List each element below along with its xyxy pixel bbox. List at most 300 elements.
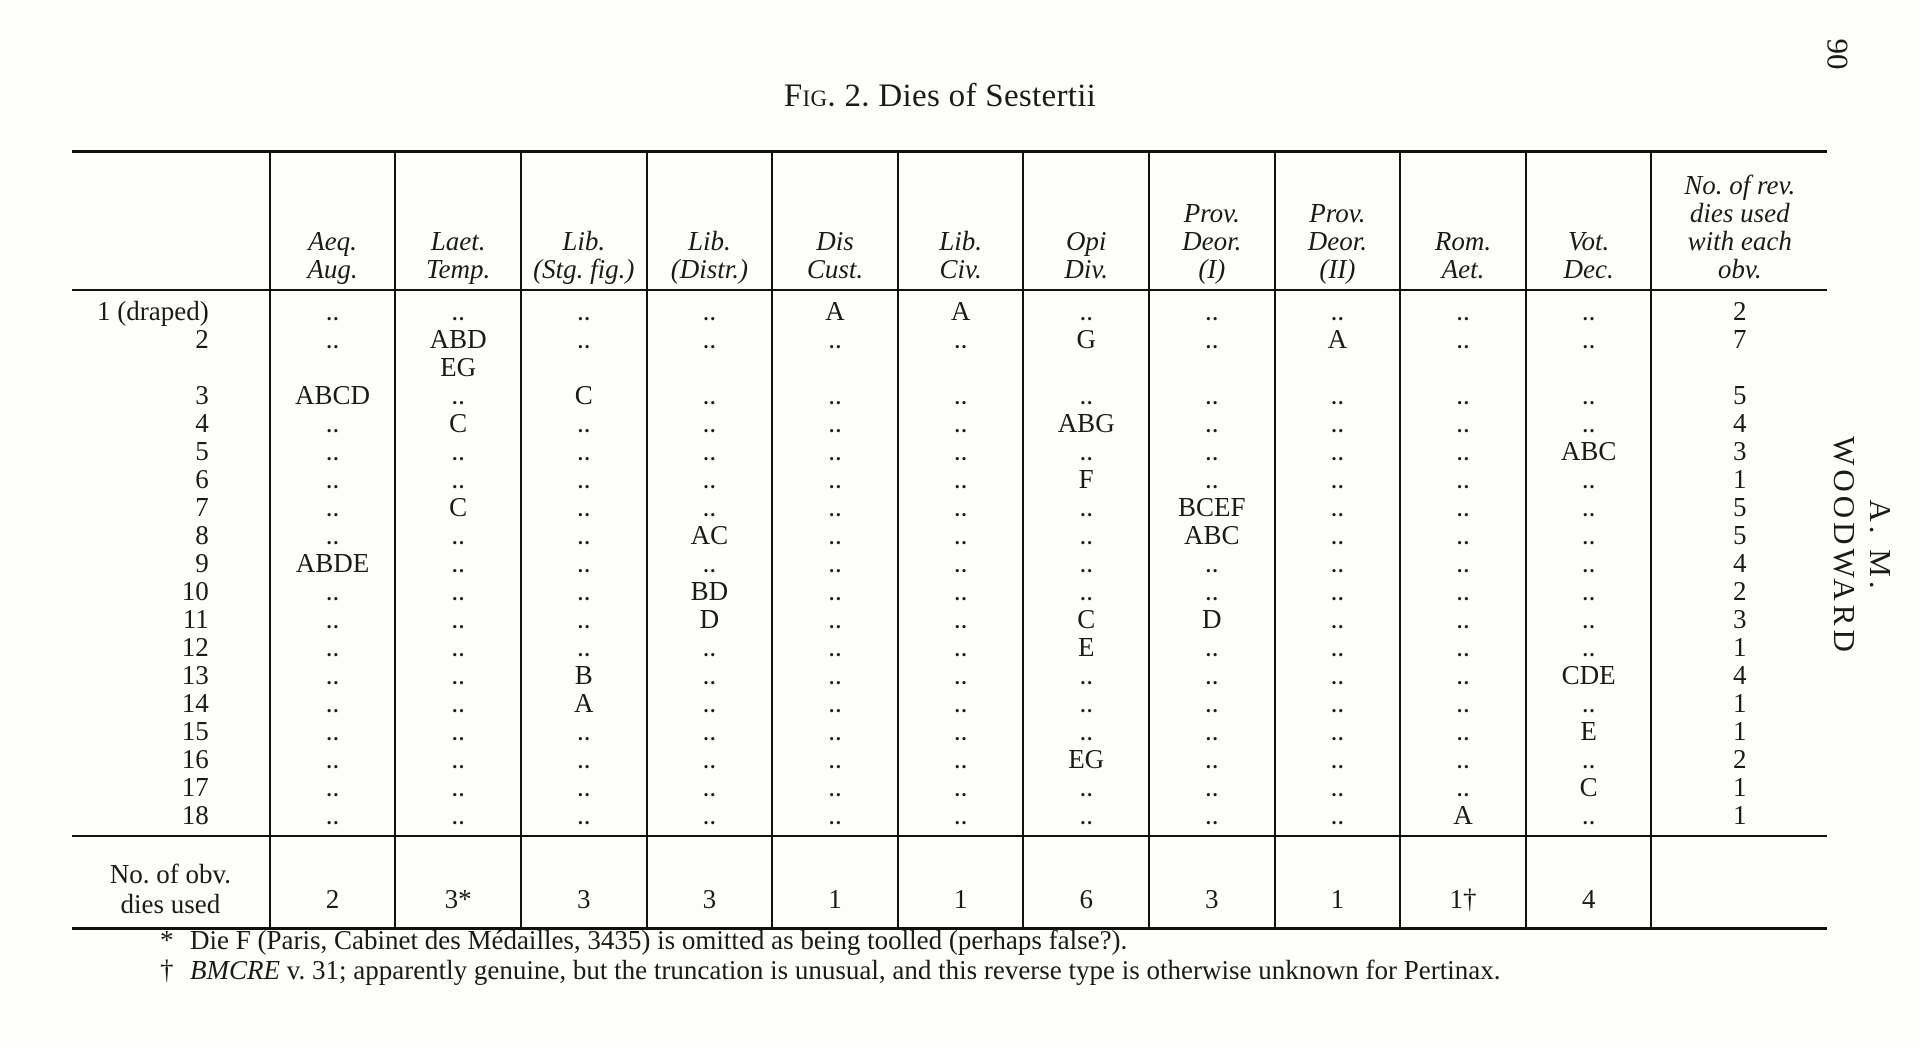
column-header-line: Aug. [307,254,358,284]
die-cell: .. [1149,773,1275,801]
obverse-die-label: 4 [72,409,270,437]
die-cell: .. [395,717,521,745]
die-cell: ABG [1023,409,1149,437]
die-cell: D [647,605,773,633]
count-header-line: dies used [1689,198,1790,228]
rev-die-count: 1 [1732,632,1747,662]
column-header-line: Deor. [1307,226,1368,256]
totals-label-line: No. of obv. [109,859,231,889]
rev-die-count: 7 [1732,324,1747,354]
rev-die-count: 1 [1732,716,1747,746]
rev-die-count: 1 [1732,772,1747,802]
table-row [72,493,1827,521]
obverse-total: 3* [395,836,521,929]
die-cell: C [1023,605,1149,633]
table-row [72,549,1827,577]
count-header-line: No. of rev. [1684,170,1796,200]
obverse-die-label: 6 [72,465,270,493]
die-cell: .. [1149,381,1275,409]
table-row [72,801,1827,836]
die-cell: .. [1400,381,1526,409]
table-header-row [72,152,1827,291]
obverse-total: 4 [1526,836,1652,929]
die-cell: CDE [1526,661,1652,689]
die-cell: BCEF [1149,493,1275,521]
obverse-die-label: 3 [72,381,270,409]
die-cell: .. [1275,465,1401,493]
die-cell: .. [1023,381,1149,409]
die-cell: .. [647,493,773,521]
obverse-total: 6 [1023,836,1149,929]
die-cell: .. [647,661,773,689]
die-cell: .. [395,633,521,661]
die-cell: .. [1400,773,1526,801]
die-cell: .. [1149,465,1275,493]
die-cell: .. [270,605,396,633]
die-cell: .. [270,661,396,689]
obverse-total: 1† [1400,836,1526,929]
die-cell: .. [772,381,898,409]
die-cell: .. [270,689,396,717]
die-cell: .. [521,549,647,577]
die-cell: .. [898,325,1024,381]
die-cell: .. [395,773,521,801]
die-cell: .. [1400,493,1526,521]
column-header-line: Prov. [1309,198,1366,228]
die-cell: .. [1275,493,1401,521]
column-header-line: (Stg. fig.) [533,254,635,284]
table-row [72,437,1827,465]
die-cell: .. [647,290,773,325]
obverse-die-label: 18 [72,801,270,836]
die-cell: ABC [1526,437,1652,465]
die-cell: .. [898,409,1024,437]
rev-die-count: 4 [1732,548,1747,578]
die-cell: .. [1149,633,1275,661]
die-cell: .. [898,437,1024,465]
rev-die-count: 1 [1732,464,1747,494]
die-cell: .. [1023,577,1149,605]
table-row [72,633,1827,661]
column-header-line: Lib. [939,226,982,256]
count-header-line: with each [1687,226,1792,256]
obverse-die-label: 8 [72,521,270,549]
obverse-total: 3 [1149,836,1275,929]
die-cell: .. [521,745,647,773]
table-row [72,773,1827,801]
die-cell: C [1526,773,1652,801]
die-cell: .. [395,437,521,465]
figure-label: Fig. 2. [783,78,870,114]
table-row [72,577,1827,605]
die-cell: .. [1400,689,1526,717]
die-cell: .. [270,633,396,661]
die-cell: ABD EG [395,325,521,381]
die-cell: .. [270,437,396,465]
footnote-1 [160,925,1860,955]
totals-blank-cell [1651,836,1827,929]
die-cell: .. [1400,661,1526,689]
die-cell: .. [898,661,1024,689]
die-cell: AC [647,521,773,549]
rev-die-count: 2 [1732,576,1747,606]
die-cell: .. [647,801,773,836]
footnote-symbol: † [160,955,174,985]
die-cell: .. [647,745,773,773]
die-cell: C [395,409,521,437]
die-cell: .. [898,689,1024,717]
die-cell: .. [1275,290,1401,325]
die-cell: .. [521,493,647,521]
die-cell: .. [1275,801,1401,836]
column-header-line: Opi [1065,226,1107,256]
die-cell: .. [1400,521,1526,549]
die-cell: .. [772,633,898,661]
rev-die-count: 2 [1732,744,1747,774]
rev-die-count: 4 [1732,408,1747,438]
die-cell: .. [270,290,396,325]
die-cell: .. [1275,717,1401,745]
table-row [72,325,1827,381]
obverse-die-label: 14 [72,689,270,717]
die-cell: .. [647,633,773,661]
die-cell: .. [1149,717,1275,745]
die-cell: .. [772,465,898,493]
die-cell: A [772,290,898,325]
die-cell: .. [1526,633,1652,661]
obverse-die-label: 16 [72,745,270,773]
die-cell: E [1023,633,1149,661]
die-cell: .. [1275,549,1401,577]
die-cell: .. [1275,633,1401,661]
die-cell: .. [772,493,898,521]
die-cell: .. [1526,290,1652,325]
die-cell: .. [1400,325,1526,381]
die-cell: .. [1275,745,1401,773]
column-header-line: Vot. [1568,226,1610,256]
die-cell: .. [1526,409,1652,437]
die-cell: .. [647,325,773,381]
die-cell: .. [772,577,898,605]
column-header-line: (Distr.) [670,254,748,284]
obverse-die-label: 12 [72,633,270,661]
die-cell: .. [270,325,396,381]
die-cell: .. [395,521,521,549]
die-cell: .. [898,773,1024,801]
die-cell: .. [1023,689,1149,717]
die-cell: EG [1023,745,1149,773]
die-cell: .. [1149,549,1275,577]
figure-title [0,78,1880,115]
die-cell: D [1149,605,1275,633]
column-header-line: Dis [816,226,854,256]
die-cell: .. [1023,437,1149,465]
obverse-die-label: 13 [72,661,270,689]
die-cell: G [1023,325,1149,381]
die-cell: .. [521,577,647,605]
obverse-die-label: 11 [72,605,270,633]
table-row [72,465,1827,493]
figure-caption: Dies of Sestertii [878,78,1097,114]
obverse-die-label: 7 [72,493,270,521]
rev-die-count: 2 [1732,296,1747,326]
die-cell: .. [1149,689,1275,717]
table-row [72,717,1827,745]
die-cell: .. [1023,290,1149,325]
column-header [898,152,1024,291]
totals-row [72,836,1827,929]
footnote-symbol: * [160,925,174,955]
die-cell: .. [1275,437,1401,465]
rev-die-count: 1 [1732,800,1747,830]
die-cell: .. [270,465,396,493]
die-cell: .. [772,437,898,465]
die-cell: .. [395,577,521,605]
die-cell: .. [647,381,773,409]
die-cell: .. [772,409,898,437]
count-header [1651,152,1827,291]
obverse-die-label: 17 [72,773,270,801]
die-cell: .. [521,437,647,465]
column-header-line: Laet. [430,226,486,256]
die-cell: .. [647,689,773,717]
footnote-2 [160,955,1860,985]
die-cell: .. [1275,577,1401,605]
die-cell: .. [1526,493,1652,521]
die-cell: .. [395,745,521,773]
running-head-author: A. M. WOODWARD [1827,436,1898,656]
die-cell: .. [270,521,396,549]
die-cell: .. [772,521,898,549]
rev-die-count: 5 [1732,520,1747,550]
die-cell: .. [1275,409,1401,437]
die-cell: .. [1275,661,1401,689]
die-cell: .. [1023,773,1149,801]
die-cell: .. [772,717,898,745]
obverse-die-label: 15 [72,717,270,745]
die-cell: .. [395,689,521,717]
die-cell: .. [1526,801,1652,836]
die-cell: .. [395,549,521,577]
column-header-line: Lib. [562,226,606,256]
table-row [72,745,1827,773]
die-cell: .. [898,717,1024,745]
die-cell: .. [647,549,773,577]
column-header [1400,152,1526,291]
rev-die-count: 5 [1732,380,1747,410]
table-row [72,689,1827,717]
die-cell: ABCD [270,381,396,409]
die-cell: .. [1149,661,1275,689]
die-cell: .. [1400,437,1526,465]
column-header [647,152,773,291]
column-header-line: (I) [1198,254,1226,284]
die-cell: .. [521,801,647,836]
die-cell: .. [898,633,1024,661]
obverse-total: 3 [521,836,647,929]
obverse-die-label: 10 [72,577,270,605]
die-cell: .. [395,381,521,409]
obverse-total: 1 [1275,836,1401,929]
die-cell: .. [1526,465,1652,493]
die-cell: .. [1023,549,1149,577]
die-cell: .. [521,290,647,325]
die-cell: ABC [1149,521,1275,549]
die-cell: .. [1149,801,1275,836]
die-cell: .. [521,521,647,549]
die-cell: .. [647,773,773,801]
column-header-line: Aet. [1441,254,1485,284]
page-number: 90 [1820,38,1856,70]
table-row [72,409,1827,437]
obverse-die-label: 5 [72,437,270,465]
column-header [772,152,898,291]
die-cell: .. [270,493,396,521]
column-header-line: Cust. [806,254,864,284]
die-cell: .. [772,325,898,381]
die-cell: .. [898,745,1024,773]
die-cell: .. [772,801,898,836]
die-cell: .. [1526,549,1652,577]
die-cell: .. [521,633,647,661]
die-cell: .. [1023,717,1149,745]
die-cell: .. [521,325,647,381]
die-cell: .. [270,745,396,773]
die-cell: .. [395,290,521,325]
die-cell: .. [647,437,773,465]
table-body [72,290,1827,836]
die-cell: .. [521,605,647,633]
die-cell: .. [772,773,898,801]
die-cell: .. [1023,493,1149,521]
obverse-total: 3 [647,836,773,929]
die-cell: .. [1526,381,1652,409]
column-header-line: Lib. [687,226,731,256]
die-cell: .. [395,465,521,493]
die-cell: .. [772,745,898,773]
die-cell: .. [898,465,1024,493]
die-cell: .. [898,493,1024,521]
die-cell: .. [270,773,396,801]
row-label-header [72,152,270,291]
die-cell: .. [1526,521,1652,549]
rev-die-count: 5 [1732,492,1747,522]
column-header-line: Dec. [1563,254,1614,284]
column-header [1023,152,1149,291]
die-cell: .. [395,605,521,633]
obverse-die-label: 9 [72,549,270,577]
table-row [72,290,1827,325]
die-cell: A [521,689,647,717]
die-cell: .. [1400,465,1526,493]
footnote-text: Die F (Paris, Cabinet des Médailles, 3435) is omitted as being toolled (perhaps false?). [190,925,1128,955]
table-row [72,521,1827,549]
column-header [1526,152,1652,291]
column-header [1149,152,1275,291]
die-cell: .. [772,549,898,577]
column-header-line: Aeq. [308,226,357,256]
die-cell: .. [898,381,1024,409]
dies-table [72,150,1827,930]
die-cell: .. [1400,577,1526,605]
column-header [395,152,521,291]
die-cell: .. [1149,290,1275,325]
footnote-text: v. 31; apparently genuine, but the truncation is unusual, and this reverse type is otherwise unknown for Pertinax. [279,955,1501,985]
footnotes [160,925,1860,985]
column-header-line: Temp. [426,254,491,284]
die-cell: .. [898,801,1024,836]
die-cell: .. [1400,745,1526,773]
die-cell: .. [1400,605,1526,633]
column-header-line: Prov. [1183,198,1240,228]
die-cell: .. [1400,290,1526,325]
column-header-line: Div. [1064,254,1109,284]
die-cell: .. [898,605,1024,633]
die-cell: .. [1023,801,1149,836]
die-cell: .. [1275,521,1401,549]
column-header [270,152,396,291]
rev-die-count: 3 [1732,604,1747,634]
die-cell: .. [772,661,898,689]
die-cell: .. [521,773,647,801]
die-cell: .. [647,465,773,493]
die-cell: BD [647,577,773,605]
die-cell: A [898,290,1024,325]
die-cell: F [1023,465,1149,493]
die-cell: .. [1275,381,1401,409]
column-header-line: (II) [1319,254,1356,284]
die-cell: .. [270,409,396,437]
obverse-total: 2 [270,836,396,929]
column-header-line: Deor. [1182,226,1242,256]
die-cell: .. [1149,325,1275,381]
rev-die-count: 4 [1732,660,1747,690]
die-cell: A [1275,325,1401,381]
rev-die-count: 3 [1732,436,1747,466]
die-cell: A [1400,801,1526,836]
die-cell: .. [898,577,1024,605]
count-header-line: obv. [1717,254,1762,284]
table-row [72,605,1827,633]
column-header-line: Civ. [939,254,982,284]
table-row [72,661,1827,689]
die-cell: .. [1023,521,1149,549]
die-cell: .. [772,689,898,717]
obverse-total: 1 [772,836,898,929]
die-cell: .. [1023,661,1149,689]
obverse-total: 1 [898,836,1024,929]
die-cell: C [521,381,647,409]
die-cell: .. [1149,577,1275,605]
die-cell: .. [772,605,898,633]
obverse-die-label: 1 (draped) [72,290,270,325]
column-header [1275,152,1401,291]
die-cell: ABDE [270,549,396,577]
die-cell: .. [1275,689,1401,717]
die-cell: .. [1149,437,1275,465]
column-header-line: Rom. [1434,226,1492,256]
die-cell: .. [1275,773,1401,801]
die-cell: .. [647,717,773,745]
rev-die-count: 1 [1732,688,1747,718]
die-cell: .. [1400,409,1526,437]
totals-label [72,836,270,929]
die-cell: .. [1400,717,1526,745]
die-cell: .. [1526,689,1652,717]
die-cell: .. [521,465,647,493]
die-cell: .. [395,801,521,836]
totals-label-line: dies used [120,889,221,919]
